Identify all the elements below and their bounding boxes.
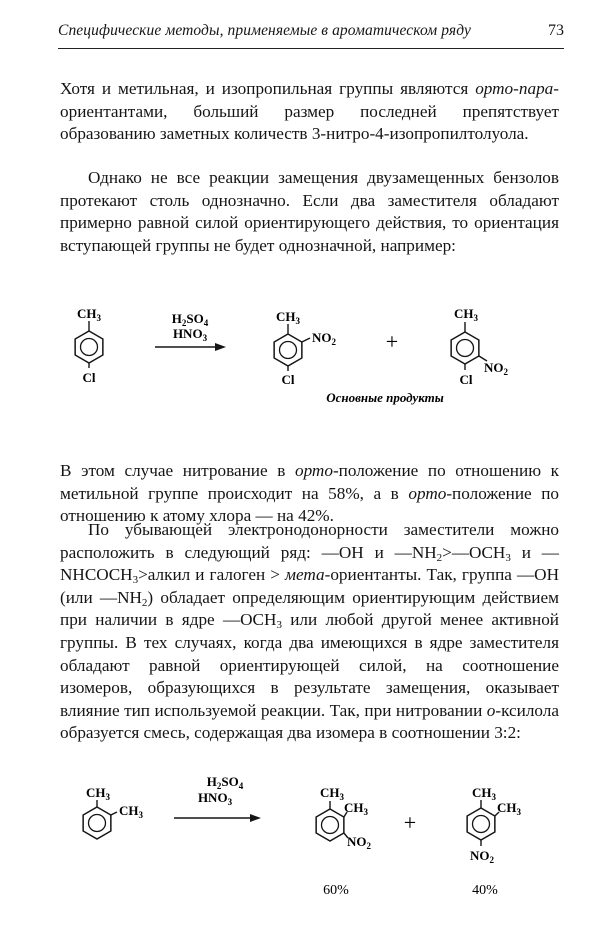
subscript: 2: [436, 551, 443, 564]
main-products-caption: Основные продукты: [326, 390, 444, 405]
text-run: >—OCH: [442, 542, 506, 562]
no2-label: $NO_2$: [484, 360, 508, 377]
subscript: 3: [505, 551, 511, 564]
text-run: и —NHCOCH: [60, 542, 559, 585]
reaction-arrow: [155, 343, 226, 351]
ch3-label: $CH_3$: [276, 309, 300, 326]
benzene-ring-reactant: [83, 800, 117, 839]
text-run: -ориентанты. Так, группа —OH (или —NH: [60, 565, 560, 607]
cl-label: Cl: [82, 370, 96, 385]
no2-label: $NO_2$: [347, 834, 371, 851]
ch3-label: $CH_3$: [77, 306, 101, 323]
benzene-ring-product-1: [274, 324, 310, 371]
italic-term: орто: [294, 461, 333, 480]
reagent-hno3: $HNO_3$: [197, 790, 233, 807]
text-run: По убывающей электронодонорности заместители можно расположить в следующий ряд: —OH и —NH: [60, 520, 559, 562]
running-header: [58, 22, 564, 49]
ch3-label: $CH_3$: [454, 306, 478, 323]
text-run: -положение по отношению к метильной группе происходит на 58%, а в: [60, 461, 559, 503]
header-title: Специфические методы, применяемые в ароматическом ряду: [58, 22, 471, 39]
text-run: >алкил и галоген >: [138, 565, 286, 585]
paragraph-4: [60, 519, 559, 745]
no2-label: $NO_2$: [312, 330, 336, 347]
text-run: Хотя и метильная, и изопропильная группы являются: [60, 79, 476, 98]
italic-term: о: [486, 700, 496, 720]
cl-label: Cl: [281, 372, 295, 387]
paragraph-3: [60, 460, 559, 528]
ch3-label: $CH_3$: [344, 800, 368, 817]
text-run: -ориентантами, больший размер последней препятствует образованию заметных количеств 3-нитро-4-изопропилтолуола.: [60, 79, 559, 144]
reagent-h2so4: $H_2SO_4$: [171, 311, 209, 328]
text-run: В этом случае нитрование в: [60, 461, 295, 480]
ch3-label: $CH_3$: [86, 785, 110, 802]
benzene-ring-reactant: [75, 321, 103, 368]
italic-term: мета: [285, 565, 325, 585]
yield-60-label: 60%: [323, 883, 349, 898]
ch3-label: $CH_3$: [472, 785, 496, 802]
paragraph-1: [60, 78, 559, 146]
italic-term: орто-пара: [475, 79, 554, 98]
text-run: -положение по отношению к атому хлора — на 42%.: [60, 483, 560, 526]
benzene-ring-product-2: [467, 800, 499, 846]
plus-sign: +: [403, 810, 417, 835]
text-run: -ксилола образуется смесь, содержащая два изомера в соотношении 3:2:: [60, 700, 559, 743]
yield-40-label: 40%: [472, 883, 498, 898]
page-number: 73: [548, 22, 564, 39]
text-run: или любой другой менее активной группы. В тех случаях, когда два имеющихся в ядре заместителя обладают равной ориентирующей силой, на соотношение изомеров, образующихся в результате замещения, оказывает влияние тип используемой реакции. Так, при нитровании: [60, 610, 559, 720]
reagent-hno3: $HNO_3$: [172, 326, 208, 343]
paragraph-2: Однако не все реакции замещения двузамещенных бензолов протекают столь однозначно. Если два заместителя обладают примерно равной силой ориентирующего действия, то ориентация вступающей группы не будет однозначной, например:: [60, 168, 559, 255]
reaction-scheme-2: [0, 770, 600, 930]
subscript: 3: [276, 619, 282, 632]
text-run: ) обладает определяющим ориентирующим действием при наличии в ядре —OCH: [60, 587, 559, 630]
ch3-label: $CH_3$: [119, 803, 143, 820]
cl-label: Cl: [459, 372, 473, 387]
ch3-label: $CH_3$: [497, 800, 521, 817]
italic-term: орто: [408, 483, 447, 503]
reagent-h2so4: $H_2SO_4$: [206, 774, 244, 791]
reaction-arrow: [174, 814, 261, 822]
plus-sign: +: [385, 329, 399, 354]
subscript: 3: [132, 574, 139, 587]
subscript: 2: [141, 596, 148, 609]
no2-label: $NO_2$: [470, 848, 494, 865]
reaction-scheme-1: [0, 295, 600, 425]
benzene-ring-product-2: [451, 322, 487, 370]
ch3-label: $CH_3$: [320, 785, 344, 802]
